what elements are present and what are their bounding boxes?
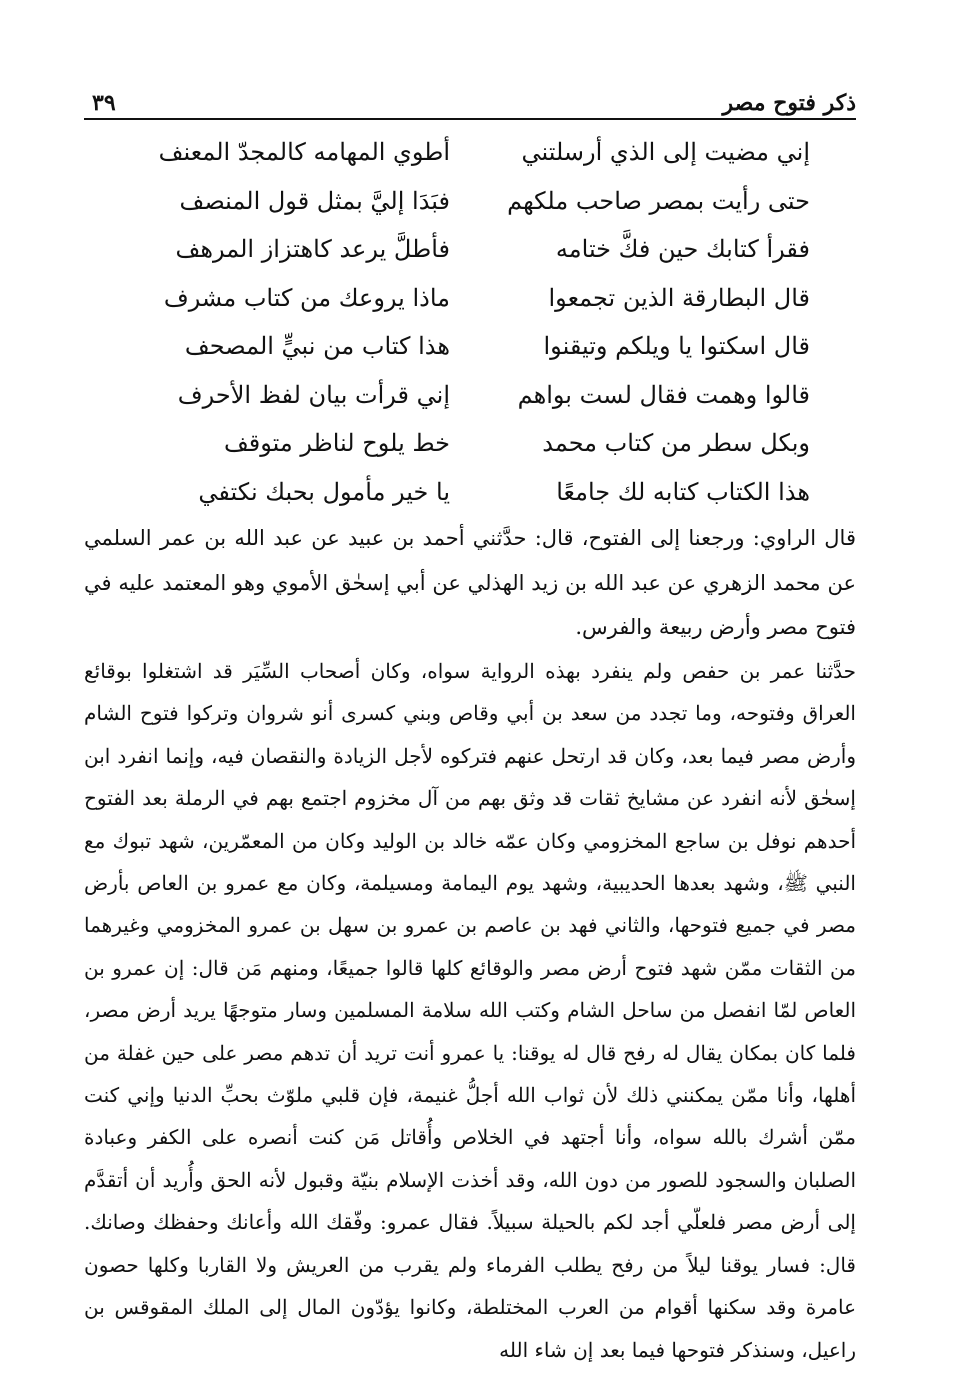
- verse-first-hemistich: قال اسكتوا يا ويلكم وتيقنوا: [543, 332, 810, 360]
- narration-paragraph: قال الراوي: ورجعنا إلى الفتوح، قال: حدَّثني أحمد بن عبيد عن عبد الله بن عمر السلمي عن محمد الزهري عن عبد الله بن زيد الهذلي عن أبي إسحٰق الأموي وهو المعتمد عليه في فتوح مصر وأرض ربيعة والفرس.: [84, 526, 856, 640]
- verse-first-hemistich: حتى رأيت بمصر صاحب ملكهم: [507, 186, 810, 215]
- verse-first-hemistich: قالوا وهمت فقال لست بواهم: [517, 380, 810, 409]
- verse-second-hemistich: فأطلَّ يرعد كاهتزاز المرهف: [175, 235, 450, 263]
- verse: [130, 274, 810, 323]
- verse-first-hemistich: هذا الكتاب كتابه لك جامعًا: [556, 477, 810, 506]
- verse: [130, 177, 810, 226]
- page-number: ٣٩: [92, 90, 116, 116]
- verse-first-hemistich: وبكل سطر من كتاب محمد: [542, 429, 810, 457]
- verse: [130, 419, 810, 468]
- verse: [130, 128, 810, 177]
- verse-second-hemistich: أطوي المهامه كالمجدّ المعنف: [158, 138, 450, 166]
- verse: [130, 371, 810, 420]
- verse-second-hemistich: هذا كتاب من نبيٍّ المصحف: [184, 332, 450, 360]
- verse: [130, 468, 810, 517]
- verse: [130, 225, 810, 274]
- running-header: [84, 88, 856, 118]
- verse-first-hemistich: فقرأ كتابك حين فكَّ ختامه: [555, 235, 810, 263]
- chapter-title: ذكر فتوح مصر: [722, 90, 856, 116]
- verse-second-hemistich: ماذا يروعك من كتاب مشرف: [163, 283, 450, 312]
- verse: [130, 322, 810, 371]
- verse-second-hemistich: فبَدَا إليَّ بمثل قول المنصف: [179, 186, 450, 215]
- verse-first-hemistich: قال البطارقة الذين تجمعوا: [548, 283, 810, 312]
- poem: [130, 128, 810, 516]
- verse-second-hemistich: إني قرأت بيان لفظ الأحرف: [177, 380, 450, 409]
- header-rule: [84, 118, 856, 120]
- verse-second-hemistich: يا خير مأمول بحبك نكتفي: [198, 477, 450, 506]
- verse-first-hemistich: إني مضيت إلى الذي أرسلتني: [521, 138, 810, 166]
- verse-second-hemistich: خط يلوح لناظر متوقف: [223, 429, 450, 457]
- body-paragraph: حدَّثنا عمر بن حفص ولم ينفرد بهذه الرواية سواه، وكان أصحاب السِّيَر قد اشتغلوا بوقائع العراق وفتوحه، وما تجدد من سعد بن أبي وقاص وبني كسرى أنو شروان وتركوا فتوح الشام وأرض مصر فيما بعد، وكان قد ارتحل عنهم فتركوه لأجل الزيادة والنقصان فيه، وإنما انفرد ابن إسحٰق لأنه انفرد عن مشايخ ثقات قد وثق بهم من آل مخزوم اجتمع بهم في الرملة بعد الفتوح أحدهم نوفل بن ساجع المخزومي وكان عمّه خالد بن الوليد وكان من المعمّرين، شهد تبوك مع النبي ﷺ، وشهد بعدها الحديبية، وشهد يوم اليمامة ومسيلمة، وكان مع عمرو بن العاص بأرض مصر في جميع فتوحها، والثاني فهد بن عاصم بن عمرو بن سهل بن عمرو المخزومي وغيرهما من الثقات ممّن شهد فتوح أرض مصر والوقائع كلها قالوا جميعًا، ومنهم مَن قال: إن عمرو بن العاص لمّا انفصل من ساحل الشام وكتب الله سلامة المسلمين وسار متوجهًا يريد أرض مصر، فلما كان بمكان يقال له رفح قال له يوقنا: يا عمرو أنت تريد أن تدهم مصر على حين غفلة من أهلها، وأنا ممّن يمكنني ذلك لأن ثواب الله أجلُّ غنيمة، فإن قلبي ملوّث بحبِّ الدنيا وإني كنت ممّن أشرك بالله سواه، وأنا أجتهد في الخلاص وأُقاتل مَن كنت أنصره على الكفر وعبادة الصلبان والسجود للصور من دون الله، وقد أخذت الإسلام بنيّة وقبول لأنه الحق وأُريد أن أتقدَّم إلى أرض مصر فلعلّي أجد لكم بالحيلة سبيلاً. فقال عمرو: وفّقك الله وأعانك وحفظك وصانك. قال: فسار يوقنا ليلاً من رفح يطلب الفرماء ولم يقرب من العريش ولا القاربا وكلها حصون عامرة وقد سكنها أقوام من العرب المختلطة، وكانوا يؤدّون المال إلى الملك المقوقس بن راعيل، وسنذكر فتوحها فيما بعد إن شاء الله: [84, 659, 856, 1362]
